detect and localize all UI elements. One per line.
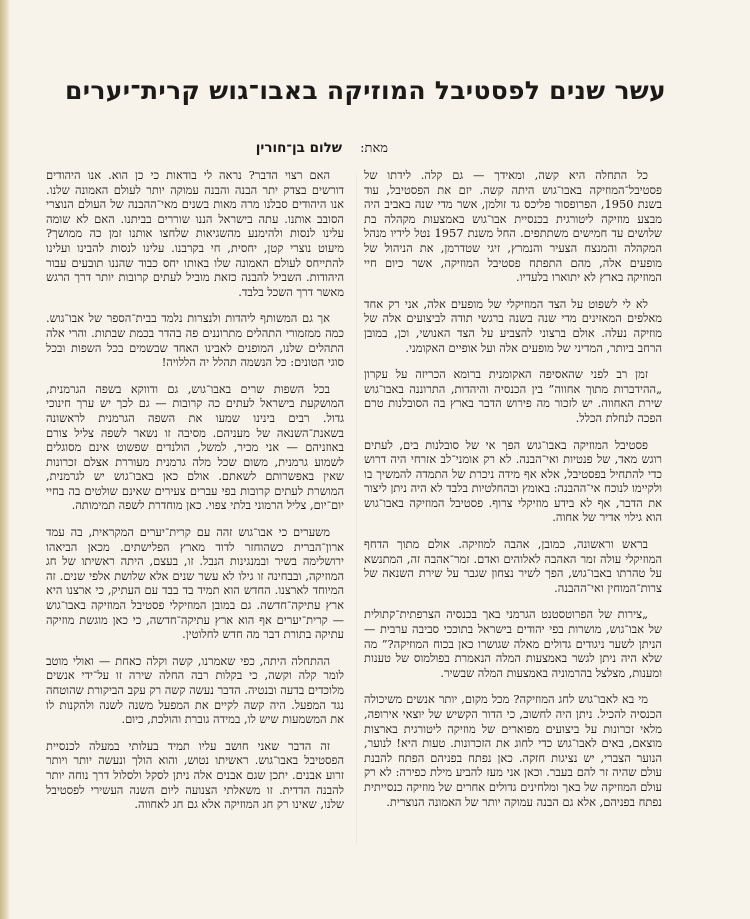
- right-column: [364, 168, 662, 821]
- paragraph: „צירות של הפרוטסטנט הגרמני באך בכנסיה הצרפתית־קתולית של אבו־גוש, מושרות בפי יהודים בישראל בתוככי סביבה ערבית — הניתן לשער ניגודים גדולים מאלה שגושרו כאן בכוח המוזיקה?” מה שלא היה ניתן לגשר באמצעות המלה הנאמרת בפולמוס של טענות ומענות, מצלצל בהרמוניה באמצעות המלה שבשיר.: [364, 607, 662, 680]
- paragraph: זמן רב לפני שהאסיפה האקומנית ברומא הכריזה על עקרון „ההידברות מתוך אחווה” בין הכנסיה והיהדות, התרוננה באבו־גוש שירת האחווה. יש לזכור מה פירוש הדבר בארץ בה הסובלנות טרם הפכה לנחלת הכלל.: [364, 367, 662, 425]
- byline-label: מאת:: [360, 141, 388, 156]
- column-gutter: [356, 175, 357, 844]
- paragraph: בכל השפות שרים באבו־גוש, גם ודווקא בשפה הגרמנית, המושקעת בישראל לעתים כה קרובות — גם לכך יש ערך חינוכי גדול. רבים בינינו שמעו את השפה הגרמנית לראשונה בשאנת־השנאה של מעניהם. מסיבה זו נשאר לשפה צליל צורם באוזניהם — אני מכיר, למשל, הולנדים שפשוט אינם מסוגלים לשמוע גרמנית, משום שכל מלה גרמנית מעוררת אצלם זכרונות שאין באפשרותם לשאתם. אולם כאן באבו־גוש יש לגרמנית, המושרת לעתים קרובות בפי עברים צעירים שאינם שולטים בה בחיי יום־יום, צליל הרמוני בלתי צפוי. כאן מוחדרת לשפה תמימותה.: [46, 381, 344, 513]
- paragraph: האם רצוי הדבר? נראה לי בודאות כי כן הוא. אנו היהודים דורשים בצדק יתר הבנה והבנה עמוקה יותר לעולם האמונה שלנו. אנו היהודים סבלנו מרה מאות בשנים מאי־ההבנה של העולם הנוצרי הסובב אותנו. עתה בישראל הננו שוררים בביתנו. האם לא שומה עלינו לנסות ולהימנע מהשגיאות שלחצו אותנו זמן כה ממושך? מיעוט נוצרי קטן, יחסית, חי בקרבנו. עלינו לנסות להבינו ועלינו להתייחס לעולם האמונה שלו באותו יחס כבוד שהננו תובעים עבור היהודות. השביל להבנה כזאת מוביל לעתים קרובות יותר דרך הרגש מאשר דרך השכל בלבד.: [46, 168, 344, 299]
- page-binding-edge: [0, 0, 10, 919]
- author-name: שלום בן־חורין: [255, 140, 343, 156]
- paragraph: לא לי לשפוט על הצד המוזיקלי של מופעים אלה, אני רק אחד מאלפים המאזינים מדי שנה בשנה ברגשי תודה לביצועים אלה של מוזיקה נעלה. אולם ברצוני להצביע על הצד האנושי, וכן, במובן הרחב ביותר, המדיני של מופעים אלה ועל אופיים האקומני.: [364, 296, 662, 355]
- paragraph: פסטיבל המוזיקה באבו־גוש הפך אי של סובלנות בים, לעתים רוגש מאד, של פנטיות ואי־הבנה. לא רק אומני־לב אזרחי היה דרוש כדי להתחיל בפסטיבל, אלא אף מידה ניכרת של התמדה להמשיך בו ולקיימו לנוכח אי־ההבנה: באומץ ובהחלטיות בלבד לא היה ניתן ליצור את הדבר, אף לא בידע מוזיקלי צרוף. פסטיבל המוזיקה באבו־גוש הוא גילוי אדיר של אחוה.: [364, 437, 662, 525]
- paragraph: אך גם המשותף ליהדות ולנצרות נלמד בבית־הספר של אבו־גוש. כמה ממזמורי התהלים מתרוננים פה בהדר בכמת שבתות. והרי אלה התהלים שלנו, המופנים לאבינו האחד שבשמים בכל השפות ובכל סוגי הטונים: כל הנשמה תהלל יה הללויה!: [46, 311, 344, 370]
- paragraph: זה הדבר שאני חושב עליו תמיד בעלותי במעלה לכנסיית הפסטיבל באבו־גוש. ראשיתו נטוש, והוא הולך ונעשה יותר ויותר זרוע אבנים. יתכן שגם אבנים אלה ניתן לסקל ולסלול דרך נוחה יותר להבנה הדדית. זו משאלתי הצנועה ליום השנה העשירי לפסטיבל שלנו, שאינו רק חג המוזיקה אלא גם חג לאחווה.: [46, 738, 344, 812]
- paragraph: כל התחלה היא קשה, ומאידך — גם קלה. לידתו של פסטיבל־המוזיקה באבו־גוש היתה קשה. יזם את הפסטיבל, עוד בשנת 1950, הפרופסור פליכס גד זולמן, אשר מדי שנה באביב היה מבצע מוזיקה ליטורגית בכנסיית אבו־גוש באמצעות מקהלה בת שלושים עד חמישים משתתפים. החל משנת 1957 נטל לידיו מנהל המקהלה והמנצח הצעיר והנמרץ, זיגי שטדרמן, את הניהול של מופעים אלה, מהם התפתח פסטיבל המוזיקה, אשר כיום חיי המוזיקה בארץ לא יתוארו בלעדיו.: [364, 168, 663, 285]
- article-title: עשר שנים לפסטיבל המוזיקה באבו־גוש קרית־יערים: [65, 76, 666, 105]
- paragraph: בראש וראשונה, כמובן, אהבה למוזיקה. אולם מתוך הדחף המוזיקלי עולה זמר האהבה לאלוהים ואדם. זמר־אהבה זה, המתנשא על טהרתו באבו־גוש, הפך לשיר נצחון שגבר על שירת השנאה של צרות־המוחין ואי־ההבנה.: [364, 537, 662, 595]
- left-column: [46, 168, 344, 824]
- paragraph: מי בא לאבו־גוש לחג המוזיקה? מכל מקום, יותר אנשים משיכולה הכנסיה להכיל. ניתן היה לחשוב, כי הדור הקשיש של יוצאי אירופה, מלאי זכרונות על ביצועים מפוארים של מוזיקה ליטורגית בארצות מוצאם, באים לאבו־גוש כדי לחוג את הזכרונות. טעות היא! לנוער, הנוער הצברי, יש נציגות חזקה. כאן נפתח בפניהם הפתח להבנת עולם שהיה זר להם בעבר. וכאן אני מעז להביע מילת כפירה: לא רק עולם המוזיקה של באך ומלחינים גדולים אחרים של מוזיקה כנסייתית נפתח בפניהם, אלא גם הבנה עמוקה יותר של האמונה הנוצרית.: [364, 692, 662, 809]
- paragraph: ההתחלה היתה, כפי שאמרנו, קשה וקלה כאחת — ואולי מוטב לומר קלה וקשה, כי בקלות רבה החלה שירה זו על־ידי אנשים מלוכדים בדעה ובנטיה. הדבר נעשה קשה רק עקב הביקורת שהוטחה נגד המפעל. היה קשה לקיים את המפעל משנה לשנה ולהקנות לו את המשמעות שיש לו, במידה גוברת והולכת, כיום.: [46, 653, 344, 727]
- paragraph: משערים כי אבו־גוש זהה עם קרית־יערים המקראית, בה עמד ארון־הברית כשהוחזר לדוד מארץ הפלישתים. מכאן הביאהו ירושלימה בשיר ובמנגינות הנבל. זו, בעצם, היתה ראשיתו של חג המוזיקה, ובבחינה זו גילו לא עשר שנים אלא שלושת אלפי שנים. זה המיוחד לארצנו. החדש הוא תמיד בד בבד עם העתיק, כי ארצנו היא ארץ עתיקה־חדשה. גם במובן המוזיקלי פסטיבל המוזיקה באבו־גוש — קרית־יערים אף הוא ארץ עתיקה־חדשה, כי כאן מוגשת מוזיקה עתיקה בתורת דבר מה חדש לחלוטין.: [46, 525, 344, 642]
- byline: [256, 140, 388, 156]
